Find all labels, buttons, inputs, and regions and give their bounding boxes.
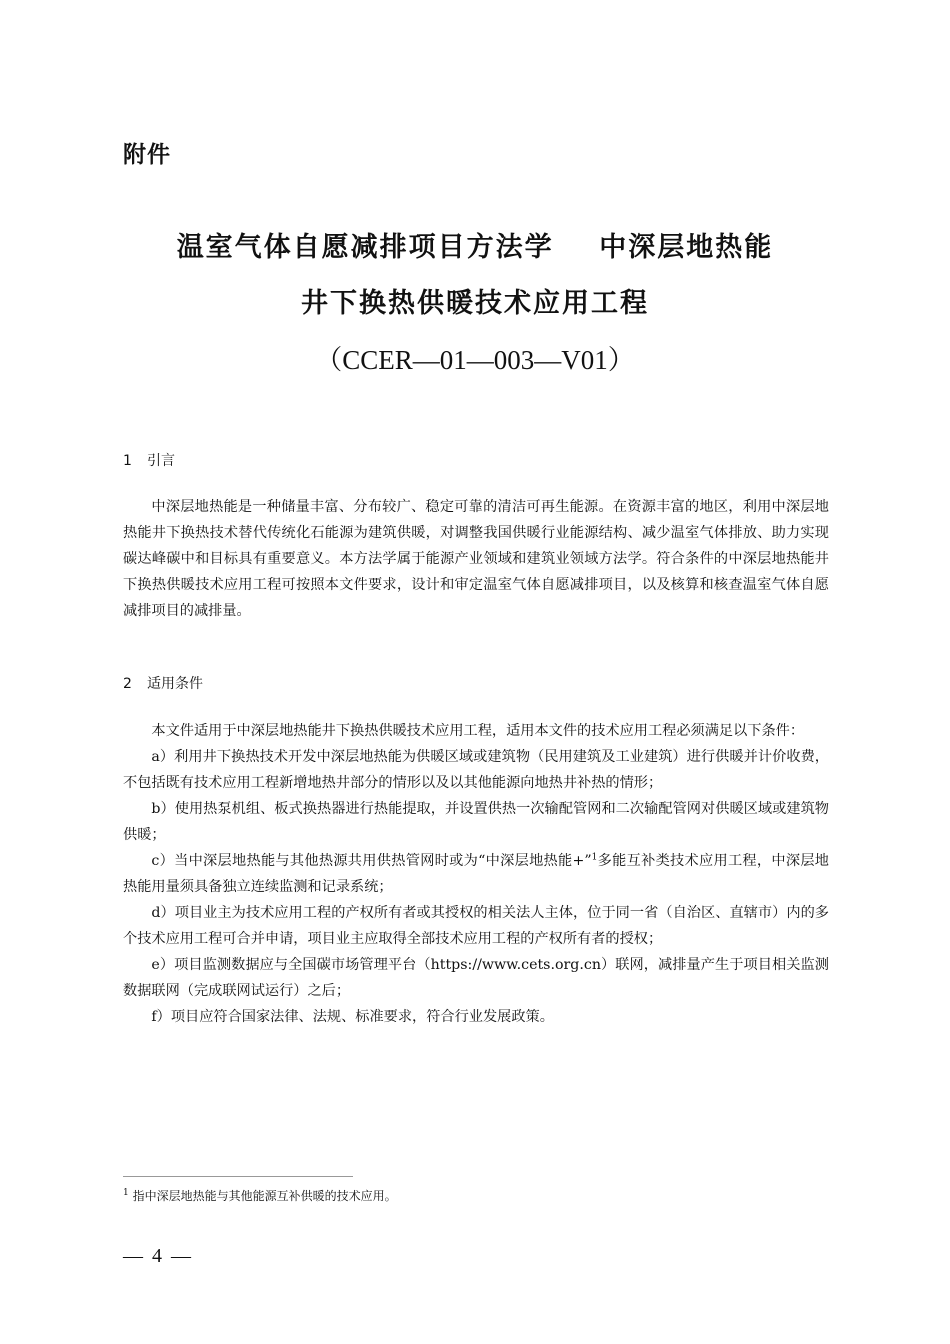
footnote bbox=[123, 1187, 397, 1204]
condition-item-b: b）使用热泵机组、板式换热器进行热能提取，并设置供热一次输配管网和二次输配管网对供暖区域或建筑物供暖； bbox=[123, 801, 829, 843]
section-number: 2 bbox=[123, 676, 132, 692]
condition-item-c bbox=[123, 848, 829, 900]
title-code: （CCER—01—003—V01） bbox=[315, 345, 635, 375]
condition-item-a: a）利用井下换热技术开发中深层地热能为供暖区域或建筑物（民用建筑及工业建筑）进行供暖并计价收费，不包括既有技术应用工程新增地热井部分的情形以及以其他能源向地热井补热的情形； bbox=[123, 749, 829, 791]
paragraph-intro: 本文件适用于中深层地热能井下换热供暖技术应用工程，适用本文件的技术应用工程必须满足以下条件： bbox=[151, 723, 805, 739]
section-title: 适用条件 bbox=[147, 676, 203, 692]
footnote-text: 指中深层地热能与其他能源互补供暖的技术应用。 bbox=[132, 1189, 397, 1203]
title-line-2: 井下换热供暖技术应用工程 bbox=[301, 288, 649, 319]
section-2-heading bbox=[123, 673, 203, 693]
attachment-label: 附件 bbox=[123, 142, 171, 168]
condition-item-d: d）项目业主为技术应用工程的产权所有者或其授权的相关法人主体，位于同一省（自治区、直辖市）内的多个技术应用工程可合并申请，项目业主应取得全部技术应用工程的产权所有者的授权； bbox=[123, 905, 829, 947]
condition-c-text-cont: 多能互补类技术应用工程，中深层地热能用量须具备独立连续监测和记录系统； bbox=[123, 853, 829, 895]
title-line-1: 温室气体自愿减排项目方法学 中深层地热能 bbox=[176, 232, 774, 263]
condition-c-text: c）当中深层地热能与其他热源共用供热管网时或为“中深层地热能+” bbox=[151, 853, 592, 869]
footnote-marker: 1 bbox=[123, 1188, 129, 1198]
section-number: 1 bbox=[123, 453, 132, 469]
footnote-divider bbox=[123, 1176, 353, 1177]
paragraph: 中深层地热能是一种储量丰富、分布较广、稳定可靠的清洁可再生能源。在资源丰富的地区，利用中深层地热能井下换热技术替代传统化石能源为建筑供暖，对调整我国供暖行业能源结构、减少温室气体排放、助力实现碳达峰碳中和目标具有重要意义。本方法学属于能源产业领域和建筑业领域方法学。符合条件的中深层地热能井下换热供暖技术应用工程可按照本文件要求，设计和审定温室气体自愿减排项目，以及核算和核查温室气体自愿减排项目的减排量。 bbox=[123, 499, 829, 619]
section-1-heading bbox=[123, 450, 175, 470]
condition-item-f: f）项目应符合国家法律、法规、标准要求，符合行业发展政策。 bbox=[151, 1009, 554, 1025]
page-number: — 4 — bbox=[123, 1245, 193, 1267]
section-1-body bbox=[123, 494, 829, 624]
section-title: 引言 bbox=[147, 453, 175, 469]
document-title bbox=[0, 220, 950, 388]
footnote-reference[interactable]: 1 bbox=[591, 852, 598, 863]
condition-item-e: e）项目监测数据应与全国碳市场管理平台（https://www.cets.org.cn）联网，减排量产生于项目相关监测数据联网（完成联网试运行）之后； bbox=[123, 957, 829, 999]
section-2-body bbox=[123, 718, 829, 1030]
